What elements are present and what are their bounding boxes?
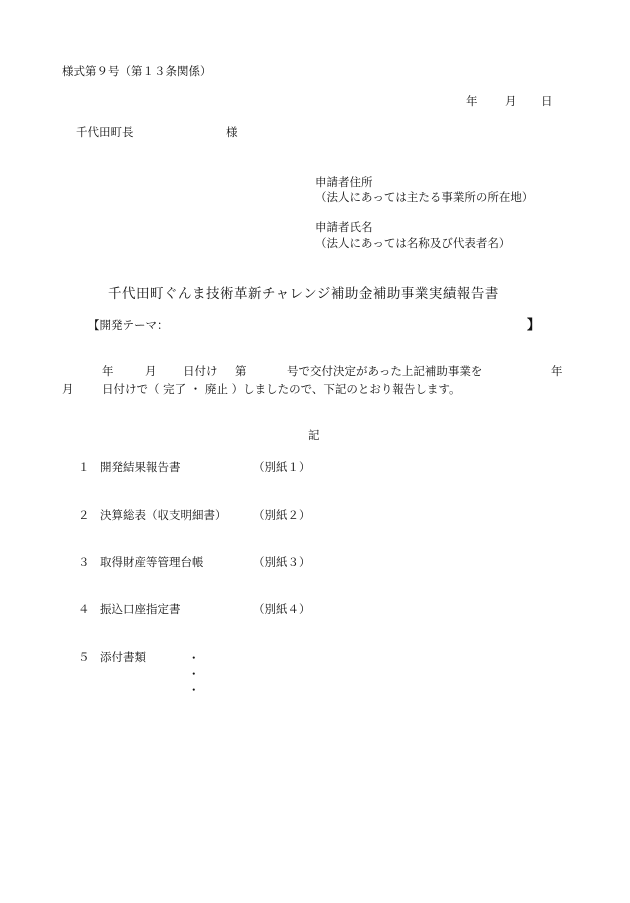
form-number: 様式第９号（第１３条関係）	[62, 64, 212, 78]
applicant-name-label: 申請者氏名	[315, 220, 373, 234]
body-year: 年	[102, 364, 114, 378]
item-ref: （別紙２）	[253, 508, 311, 522]
item-ref: （別紙１）	[253, 460, 311, 474]
ki-heading: 記	[308, 428, 320, 442]
body-month2: 月	[62, 382, 74, 396]
applicant-address-note: （法人にあっては主たる事業所の所在地）	[315, 190, 534, 204]
date-month: 月	[505, 94, 517, 108]
applicant-address-label: 申請者住所	[315, 175, 373, 189]
date-year: 年	[466, 94, 478, 108]
theme-open: 【開発テーマ：	[88, 318, 169, 332]
attachment-bullet: ・	[188, 651, 200, 665]
item-number: １	[78, 460, 90, 474]
item-number: ５	[78, 650, 90, 664]
addressee-name: 千代田町長	[76, 125, 134, 139]
item-number: ３	[78, 555, 90, 569]
addressee-honorific: 様	[226, 125, 238, 139]
item-number: ２	[78, 508, 90, 522]
body-year2: 年	[551, 364, 563, 378]
attachment-bullet: ・	[188, 667, 200, 681]
body-no: 第	[235, 364, 247, 378]
body-decision-text: 号で交付決定があった上記補助事業を	[287, 364, 483, 378]
document-title: 千代田町ぐんま技術革新チャレンジ補助金補助事業実績報告書	[108, 286, 499, 302]
body-month: 月	[145, 364, 157, 378]
item-label: 取得財産等管理台帳	[100, 555, 204, 569]
theme-close: 】	[527, 318, 541, 333]
body-completion-text: 日付けで（ 完了 ・ 廃止 ）しましたので、下記のとおり報告します。	[102, 382, 461, 396]
body-dated: 日付け	[183, 364, 218, 378]
date-day: 日	[541, 94, 553, 108]
item-label: 開発結果報告書	[100, 460, 181, 474]
applicant-name-note: （法人にあっては名称及び代表者名）	[315, 236, 511, 250]
item-ref: （別紙３）	[253, 555, 311, 569]
item-label: 添付書類	[100, 650, 146, 664]
item-ref: （別紙４）	[253, 602, 311, 616]
item-label: 決算総表（収支明細書）	[100, 508, 227, 522]
item-label: 振込口座指定書	[100, 602, 181, 616]
attachment-bullet: ・	[188, 683, 200, 697]
item-number: ４	[78, 602, 90, 616]
